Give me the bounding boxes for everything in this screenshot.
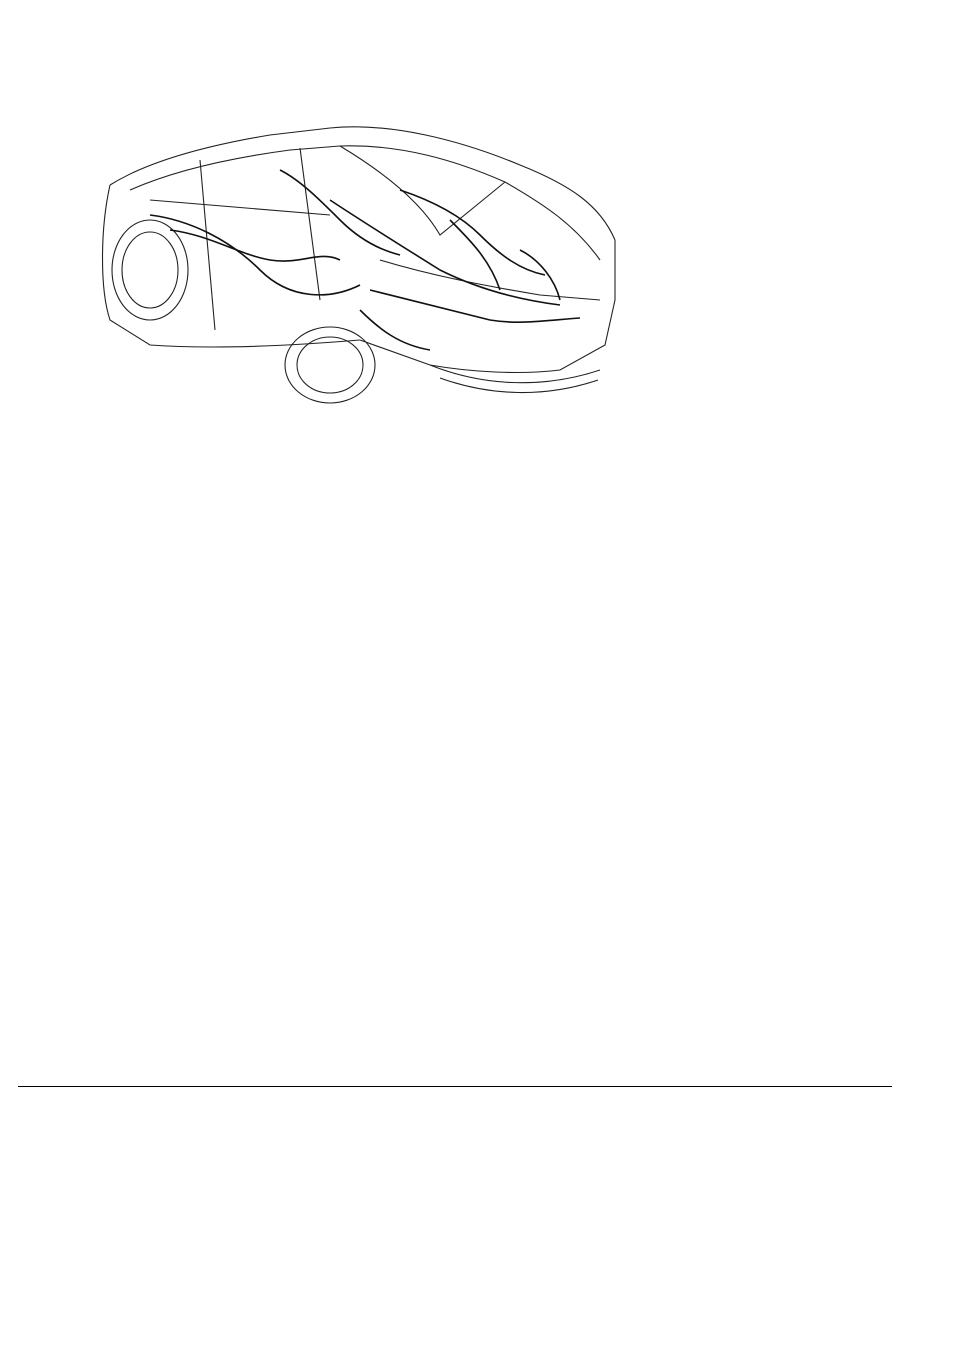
horizontal-divider xyxy=(18,1086,892,1087)
car-body-outline xyxy=(103,127,616,403)
connector-legend xyxy=(36,512,676,882)
vehicle-overview-diagram xyxy=(0,0,960,500)
vehicle-illustration xyxy=(0,0,960,500)
